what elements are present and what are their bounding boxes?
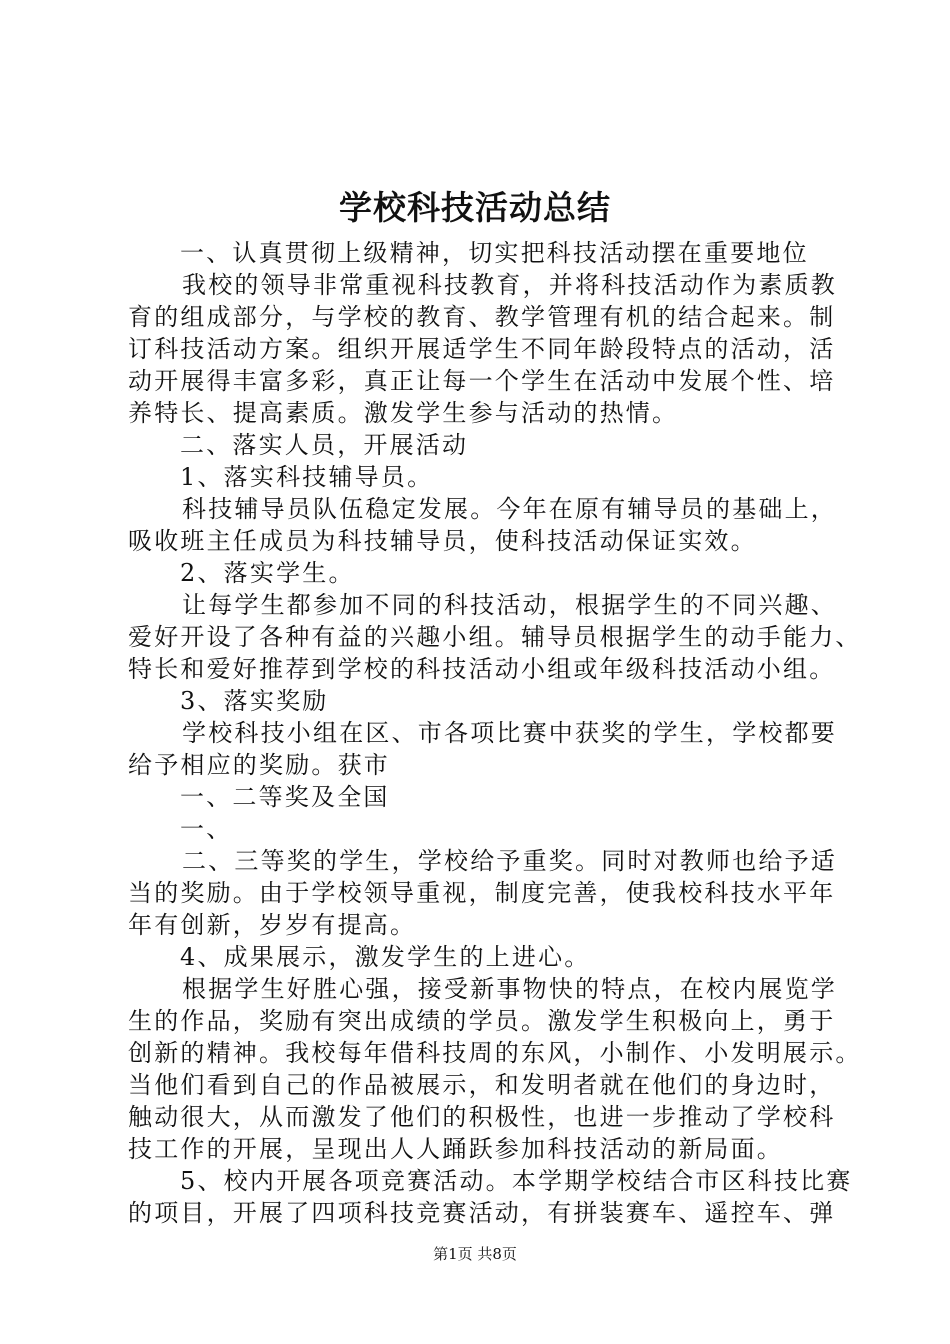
text-line: 特长和爱好推荐到学校的科技活动小组或年级科技活动小组。 [128,655,836,683]
page-number-footer: 第1页 共8页 [433,1245,517,1263]
text-line: 5、校内开展各项竞赛活动。本学期学校结合市区科技比赛 [180,1167,853,1195]
text-line: 爱好开设了各种有益的兴趣小组。辅导员根据学生的动手能力、 [128,623,862,651]
text-line: 触动很大，从而激发了他们的积极性，也进一步推动了学校科 [128,1103,836,1131]
text-line: 我校的领导非常重视科技教育，并将科技活动作为素质教 [182,271,837,299]
text-line: 年有创新，岁岁有提高。 [128,911,417,939]
text-line: 育的组成部分，与学校的教育、教学管理有机的结合起来。制 [128,303,836,331]
text-line: 3、落实奖励 [180,687,329,715]
text-line: 让每学生都参加不同的科技活动，根据学生的不同兴趣、 [182,591,837,619]
text-line: 创新的精神。我校每年借科技周的东风，小制作、小发明展示。 [128,1039,862,1067]
text-line: 一、认真贯彻上级精神，切实把科技活动摆在重要地位 [180,239,809,267]
text-line: 4、成果展示，激发学生的上进心。 [180,943,591,971]
text-line: 当他们看到自己的作品被展示，和发明者就在他们的身边时， [128,1071,836,1099]
text-line: 当的奖励。由于学校领导重视，制度完善，使我校科技水平年 [128,879,836,907]
text-line: 养特长、提高素质。激发学生参与活动的热情。 [128,399,679,427]
text-line: 科技辅导员队伍稳定发展。今年在原有辅导员的基础上， [182,495,837,523]
text-line: 学校科技小组在区、市各项比赛中获奖的学生，学校都要 [182,719,837,747]
text-line: 一、二等奖及全国 [180,783,390,811]
text-line: 给予相应的奖励。获市 [128,751,390,779]
text-line: 2、落实学生。 [180,559,355,587]
text-line: 的项目，开展了四项科技竞赛活动，有拼装赛车、遥控车、弹 [128,1199,836,1227]
text-line: 根据学生好胜心强，接受新事物快的特点，在校内展览学 [182,975,837,1003]
text-line: 二、三等奖的学生，学校给予重奖。同时对教师也给予适 [182,847,837,875]
text-line: 动开展得丰富多彩，真正让每一个学生在活动中发展个性、培 [128,367,836,395]
text-line: 吸收班主任成员为科技辅导员，使科技活动保证实效。 [128,527,757,555]
text-line: 生的作品，奖励有突出成绩的学员。激发学生积极向上，勇于 [128,1007,836,1035]
text-line: 一、 [180,815,233,843]
text-line: 订科技活动方案。组织开展适学生不同年龄段特点的活动，活 [128,335,836,363]
document-title: 学校科技活动总结 [339,188,611,227]
text-line: 1、落实科技辅导员。 [180,463,434,491]
text-line: 二、落实人员，开展活动 [180,431,469,459]
text-line: 技工作的开展，呈现出人人踊跃参加科技活动的新局面。 [128,1135,783,1163]
